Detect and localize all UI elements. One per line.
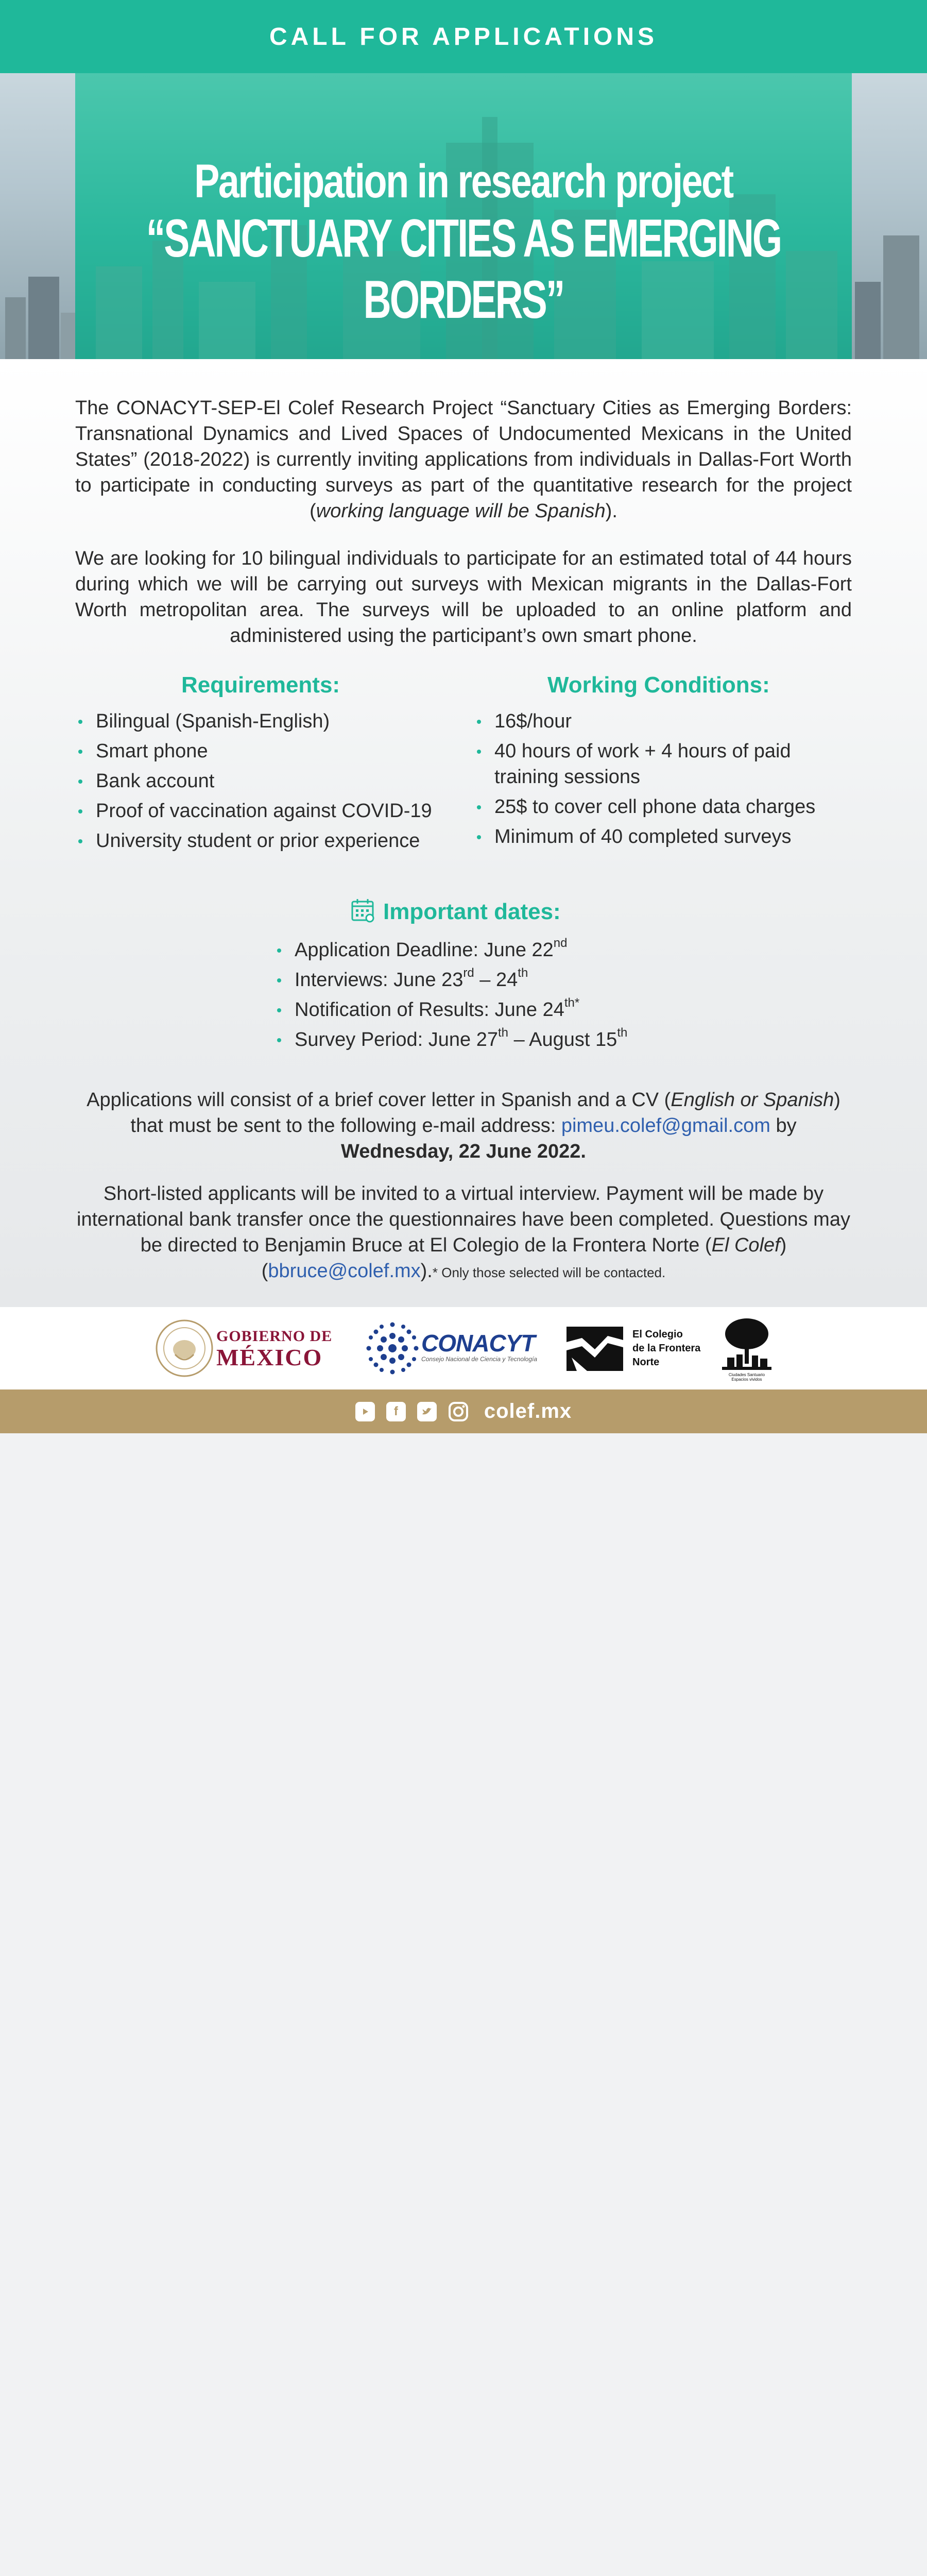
ciudades-santuario-logo: Ciudades Santuario Espacios vividos — [722, 1316, 771, 1378]
conacyt-logo: CONACYT Consejo Nacional de Ciencia y Tecnología — [421, 1330, 538, 1363]
list-item: Survey Period: June 27th – August 15th — [275, 1027, 739, 1053]
footer-bar — [0, 1389, 927, 1433]
conditions-list — [475, 708, 835, 854]
list-item: 16$/hour — [475, 708, 835, 734]
intro-paragraph-2: We are looking for 10 bilingual individuals to participate for an estimated total of 44 hours during which we will be carrying out surveys with Mexican migrants in the Dallas-Fort Worth metropolitan area. The surveys will be uploaded to an online platform and administered using the participant’s own smart phone. — [75, 548, 852, 647]
list-item: Proof of vaccination against COVID-19 — [76, 798, 447, 824]
instagram-icon[interactable] — [448, 1401, 469, 1422]
list-item: Notification of Results: June $24^{th*}$ — [275, 997, 739, 1023]
list-item: Bank account — [76, 768, 447, 794]
content-area — [0, 359, 927, 1307]
requirements-heading: Requirements: — [181, 672, 340, 698]
conacyt-dots-logo — [365, 1320, 420, 1379]
footnote: * Only those selected will be contacted. — [432, 1265, 666, 1280]
youtube-icon[interactable] — [355, 1402, 375, 1421]
list-item: Bilingual (Spanish-English) — [76, 708, 447, 734]
mexico-seal-logo — [154, 1318, 214, 1378]
shortlist-paragraph: Short-listed applicants will be invited to a virtual interview. Payment will be made by international bank transfer once the questionnaires have been completed. Questions may be directed to Benjamin Bruce at El Colegio de la Frontera Norte (El Colef) (bbruce@colef.mx).* Only those selected will be contacted. — [77, 1183, 850, 1282]
list-item: Minimum of 40 completed surveys — [475, 824, 835, 850]
requirements-list — [76, 708, 447, 858]
twitter-icon[interactable] — [417, 1402, 437, 1421]
list-item: Interviews: June 23rd – 24th — [275, 967, 739, 993]
contact-email-link[interactable]: bbruce@colef.mx — [268, 1260, 421, 1282]
facebook-icon[interactable]: f — [386, 1402, 406, 1421]
gobierno-mexico-logo: GOBIERNO DE MÉXICO — [216, 1328, 333, 1370]
list-item: 40 hours of work + 4 hours of paid training sessions — [475, 738, 835, 790]
applications-paragraph: Applications will consist of a brief cover letter in Spanish and a CV (English or Spanish) that must be sent to the following e-mail address: pimeu.colef@gmail.com by Wednesday, 22 June 2022. — [87, 1089, 840, 1162]
hero-title-line2: “SANCTUARY CITIES AS EMERGING BORDERS” — [146, 209, 781, 330]
list-item: 25$ to cover cell phone data charges — [475, 794, 835, 820]
deadline-bold: Wednesday, 22 June 2022. — [341, 1141, 586, 1162]
colef-mark-logo — [566, 1327, 623, 1374]
conditions-heading: Working Conditions: — [547, 672, 770, 698]
calendar-icon — [350, 897, 376, 926]
logos-strip — [0, 1307, 927, 1389]
top-banner — [0, 0, 927, 73]
application-email-link[interactable]: pimeu.colef@gmail.com — [561, 1115, 770, 1137]
intro-paragraph-1: The CONACYT-SEP-El Colef Research Project “Sanctuary Cities as Emerging Borders: Transnational Dynamics and Lived Spaces of Undocumented Mexicans in the United States” (2018-2022) is currently inviting applications from individuals in Dallas-Fort Worth to participate in conducting surveys as part of the quantitative research for the project (working language will be Spanish). — [75, 397, 852, 522]
hero-title-line1: Participation in research project — [194, 155, 733, 208]
list-item: Application Deadline: June 22nd — [275, 937, 739, 963]
banner-label: CALL FOR APPLICATIONS — [269, 23, 658, 50]
important-dates-header — [350, 897, 561, 926]
hero — [0, 73, 927, 359]
important-dates-heading: Important dates: — [383, 899, 561, 924]
important-dates-list — [275, 937, 739, 1057]
list-item: Smart phone — [76, 738, 447, 764]
colef-logo: El Colegio de la Frontera Norte — [632, 1329, 701, 1368]
list-item: University student or prior experience — [76, 828, 447, 854]
website-link[interactable]: colef.mx — [484, 1400, 572, 1422]
